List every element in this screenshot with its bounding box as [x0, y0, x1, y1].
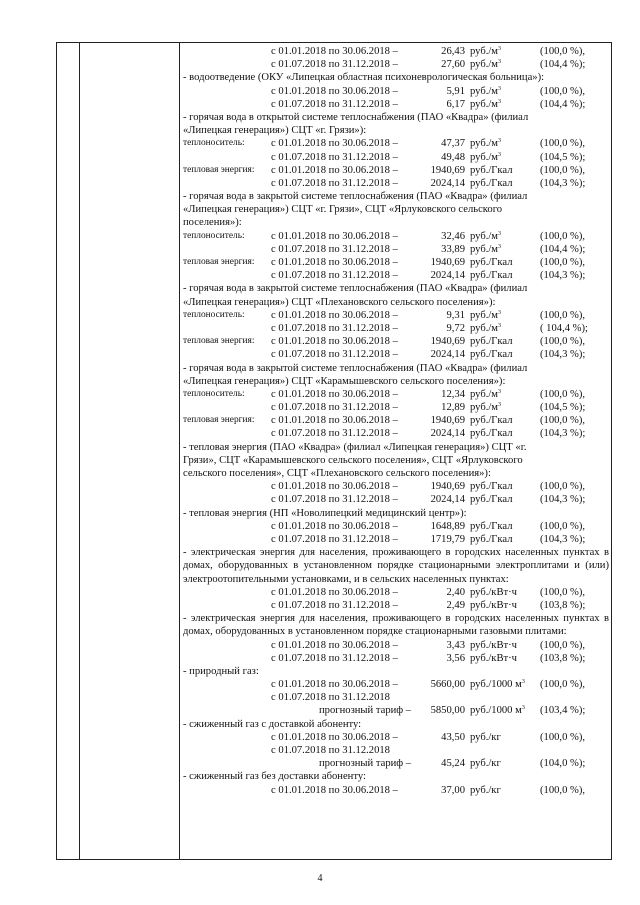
line-text: - горячая вода в закрытой системе теплоснабжения (ПАО «Квадра» (филиал: [183, 283, 528, 295]
tariff-row: [183, 639, 609, 652]
tariff-value: 6,17: [446, 98, 465, 110]
tariff-value: 45,24: [441, 758, 465, 770]
line-text: «Липецкая генерация») СЦТ «г. Грязи», СЦТ «Ярлуковского сельского: [183, 204, 503, 216]
unit-text: руб./м: [470, 85, 498, 97]
tariff-percent: (104,3 %);: [540, 270, 586, 282]
unit-text: руб./Гкал: [470, 494, 513, 506]
tariff-unit: [470, 348, 513, 361]
tariff-row: [183, 493, 609, 506]
tariff-unit: [470, 322, 501, 335]
tariff-unit: [470, 177, 513, 190]
tariff-percent: (100,0 %),: [540, 309, 586, 321]
tariff-percent: (104,4 %);: [540, 243, 586, 255]
column-divider: [79, 43, 80, 859]
line-text: Грязи», СЦТ «Карамышевского сельского поселения», СЦТ «Ярлуковского: [183, 454, 523, 466]
tariff-value: 1940,69: [430, 481, 465, 493]
tariff-percent: (104,0 %);: [540, 758, 586, 770]
unit-text: руб./Гкал: [470, 336, 513, 348]
unit-text: руб./м: [470, 46, 498, 57]
tariff-row: [183, 744, 609, 757]
tariff-value: 47,37: [441, 138, 465, 150]
tariff-unit: [470, 151, 501, 164]
line-text: - тепловая энергия (НП «Новолипецкий медицинский центр»):: [183, 507, 467, 519]
tariff-row: [183, 269, 609, 282]
unit-text: руб./кг: [470, 784, 501, 796]
tariff-label: теплоноситель:: [183, 388, 245, 399]
tariff-period: с 01.01.2018 по 30.06.2018 –: [271, 731, 398, 743]
unit-text: руб./Гкал: [470, 481, 513, 493]
unit-superscript: 3: [498, 59, 501, 66]
tariff-period: с 01.07.2018 по 31.12.2018 –: [271, 494, 398, 506]
tariff-unit: [470, 414, 513, 427]
unit-text: руб./м: [470, 59, 498, 71]
unit-text: руб./1000 м: [470, 705, 522, 717]
tariff-unit: [470, 480, 513, 493]
paragraph: - электрическая энергия для населения, проживающего в городских населенных пунктах в домах, оборудованных в установленном порядке стационарными газовыми плитами:: [183, 613, 609, 638]
tariff-unit: [470, 256, 513, 269]
tariff-row: [183, 401, 609, 414]
tariff-row: [183, 691, 609, 704]
tariff-percent: (103,4 %);: [540, 705, 586, 717]
tariff-period: с 01.01.2018 по 30.06.2018 –: [271, 257, 398, 268]
unit-text: руб./кг: [470, 731, 501, 743]
tariff-label: теплоноситель:: [183, 230, 245, 241]
tariff-value: 2,40: [446, 586, 465, 598]
tariff-percent: (100,0 %),: [540, 415, 586, 427]
tariff-value: 2024,14: [430, 177, 465, 189]
tariff-period: с 01.01.2018 по 30.06.2018 –: [271, 520, 398, 532]
tariff-percent: (100,0 %),: [540, 230, 586, 242]
text-line: [183, 441, 609, 454]
tariff-value: 1940,69: [430, 336, 465, 348]
tariff-value: 2024,14: [430, 270, 465, 282]
line-text: - сжиженный газ с доставкой абоненту:: [183, 718, 362, 730]
document-table: [56, 42, 612, 860]
tariff-percent: (104,3 %);: [540, 177, 586, 189]
unit-superscript: 3: [498, 138, 501, 145]
tariff-percent: (100,0 %),: [540, 46, 586, 57]
text-line: [183, 507, 609, 520]
tariff-row: [183, 151, 609, 164]
tariff-value: 1940,69: [430, 257, 465, 268]
unit-superscript: 3: [498, 388, 501, 395]
tariff-row: [183, 599, 609, 612]
tariff-unit: [470, 639, 517, 652]
unit-superscript: 3: [521, 679, 525, 686]
tariff-period: с 01.01.2018 по 30.06.2018 –: [271, 481, 398, 493]
unit-superscript: 3: [498, 402, 501, 409]
tariff-value: 3,56: [446, 652, 465, 664]
unit-superscript: 3: [498, 98, 501, 105]
unit-superscript: 3: [498, 322, 501, 329]
tariff-row: [183, 678, 609, 691]
tariff-percent: (104,3 %);: [540, 349, 586, 361]
tariff-unit: [470, 98, 501, 111]
tariff-unit: [470, 731, 501, 744]
unit-text: руб./Гкал: [470, 533, 513, 545]
tariff-percent: (104,4 %);: [540, 59, 586, 71]
tariff-period: с 01.01.2018 по 30.06.2018 –: [271, 46, 398, 57]
text-line: [183, 362, 609, 375]
tariff-list: [183, 45, 609, 797]
tariff-period: с 01.01.2018 по 30.06.2018 –: [271, 309, 398, 321]
tariff-period: с 01.07.2018 по 31.12.2018: [271, 745, 390, 757]
tariff-value: 5,91: [446, 85, 465, 97]
tariff-unit: [470, 586, 517, 599]
text-line: [183, 111, 609, 124]
tariff-percent: (104,3 %);: [540, 428, 586, 440]
unit-text: руб./Гкал: [470, 349, 513, 361]
tariff-unit: [470, 784, 501, 797]
unit-text: руб./кВт·ч: [470, 586, 517, 598]
line-text: - сжиженный газ без доставки абоненту:: [183, 771, 366, 783]
tariff-value: 1648,89: [430, 520, 465, 532]
tariff-row: [183, 335, 609, 348]
unit-text: руб./кВт·ч: [470, 652, 517, 664]
text-line: [183, 282, 609, 295]
tariff-value: 43,50: [441, 731, 465, 743]
line-text: сельского поселения», СЦТ «Плехановского сельского поселения»):: [183, 468, 491, 479]
unit-text: руб./м: [470, 151, 498, 163]
tariff-period: с 01.01.2018 по 30.06.2018 –: [271, 85, 398, 97]
line-text: - природный газ:: [183, 665, 259, 677]
line-text: - горячая вода в закрытой системе теплоснабжения (ПАО «Квадра» (филиал: [183, 191, 528, 203]
tariff-unit: [470, 58, 501, 71]
unit-superscript: 3: [498, 46, 501, 52]
tariff-value: 2024,14: [430, 494, 465, 506]
unit-superscript: 3: [498, 309, 501, 316]
tariff-percent: ( 104,4 %);: [540, 322, 588, 334]
tariff-row: [183, 586, 609, 599]
tariff-period: с 01.07.2018 по 31.12.2018 –: [271, 402, 398, 414]
tariff-value: 27,60: [441, 59, 465, 71]
tariff-value: 9,72: [446, 322, 465, 334]
text-line: [183, 770, 609, 783]
tariff-label: тепловая энергия:: [183, 257, 255, 267]
tariff-value: 5850,00: [430, 705, 465, 717]
unit-text: руб./м: [470, 402, 498, 414]
text-line: [183, 718, 609, 731]
tariff-percent: (100,0 %),: [540, 336, 586, 348]
tariff-period: с 01.07.2018 по 31.12.2018 –: [271, 599, 398, 611]
tariff-row: [183, 731, 609, 744]
unit-text: руб./кВт·ч: [470, 599, 517, 611]
tariff-period: с 01.07.2018 по 31.12.2018 –: [271, 243, 398, 255]
tariff-row: [183, 85, 609, 98]
text-line: [183, 190, 609, 203]
tariff-period: с 01.07.2018 по 31.12.2018 –: [271, 322, 398, 334]
tariff-value: 12,34: [441, 388, 465, 400]
tariff-percent: (104,4 %);: [540, 98, 586, 110]
tariff-percent: (104,3 %);: [540, 533, 586, 545]
tariff-period: с 01.07.2018 по 31.12.2018 –: [271, 98, 398, 110]
unit-text: руб./м: [470, 138, 498, 150]
tariff-period: с 01.01.2018 по 30.06.2018 –: [271, 388, 398, 400]
tariff-unit: [470, 85, 501, 98]
tariff-row: [183, 322, 609, 335]
tariff-unit: [470, 164, 513, 177]
tariff-label: теплоноситель:: [183, 309, 245, 320]
tariff-period: с 01.07.2018 по 31.12.2018 –: [271, 151, 398, 163]
tariff-row: [183, 784, 609, 797]
tariff-row: [183, 243, 609, 256]
tariff-value: 32,46: [441, 230, 465, 242]
tariff-value: 12,89: [441, 402, 465, 414]
line-text: «Липецкая генерация») СЦТ «Плехановского сельского поселения»):: [183, 296, 496, 308]
tariff-percent: (100,0 %),: [540, 85, 586, 97]
tariff-row: [183, 533, 609, 546]
tariff-value: 33,89: [441, 243, 465, 255]
tariff-value: 49,48: [441, 151, 465, 163]
text-line: [183, 375, 609, 388]
tariff-period: с 01.01.2018 по 30.06.2018 –: [271, 164, 398, 176]
tariff-value: 2024,14: [430, 349, 465, 361]
tariff-period: с 01.07.2018 по 31.12.2018 –: [271, 349, 398, 361]
unit-text: руб./Гкал: [470, 520, 513, 532]
tariff-period: с 01.01.2018 по 30.06.2018 –: [271, 415, 398, 427]
tariff-unit: [470, 704, 525, 717]
tariff-unit: [470, 137, 501, 150]
tariff-period: с 01.01.2018 по 30.06.2018 –: [271, 639, 398, 651]
tariff-period: с 01.01.2018 по 30.06.2018 –: [271, 138, 398, 150]
line-text: - водоотведение (ОКУ «Липецкая областная психоневрологическая больница»):: [183, 72, 545, 84]
line-text: - горячая вода в открытой системе теплоснабжения (ПАО «Квадра» (филиал: [183, 111, 529, 123]
tariff-label: тепловая энергия:: [183, 164, 255, 175]
tariff-percent: (103,8 %);: [540, 599, 586, 611]
tariff-percent: (103,8 %);: [540, 652, 586, 664]
text-line: [183, 203, 609, 216]
unit-text: руб./кг: [470, 758, 501, 770]
tariff-unit: [470, 427, 513, 440]
tariff-percent: (100,0 %),: [540, 388, 586, 400]
tariff-row: [183, 704, 609, 717]
column-divider: [179, 43, 180, 859]
tariff-row: [183, 256, 609, 269]
tariff-label: тепловая энергия:: [183, 336, 255, 347]
unit-superscript: 3: [498, 85, 501, 92]
unit-text: руб./Гкал: [470, 177, 513, 189]
tariff-period: с 01.01.2018 по 30.06.2018 –: [271, 230, 398, 242]
tariff-percent: (100,0 %),: [540, 731, 586, 743]
tariff-percent: (100,0 %),: [540, 586, 586, 598]
unit-text: руб./Гкал: [470, 257, 513, 268]
tariff-unit: [470, 757, 501, 770]
unit-text: руб./м: [470, 309, 498, 321]
tariff-row: [183, 58, 609, 71]
tariff-row: [183, 309, 609, 322]
tariff-percent: (100,0 %),: [540, 481, 586, 493]
tariff-row: [183, 414, 609, 427]
tariff-row: [183, 427, 609, 440]
tariff-row: [183, 480, 609, 493]
text-line: [183, 71, 609, 84]
tariff-row: [183, 652, 609, 665]
tariff-period: с 01.07.2018 по 31.12.2018: [271, 692, 390, 704]
text-line: [183, 296, 609, 309]
tariff-row: [183, 98, 609, 111]
unit-text: руб./м: [470, 98, 498, 110]
unit-text: руб./Гкал: [470, 164, 513, 176]
text-line: [183, 467, 609, 480]
tariff-unit: [470, 269, 513, 282]
tariff-row: [183, 757, 609, 770]
tariff-label: тепловая энергия:: [183, 415, 255, 426]
paragraph: - электрическая энергия для населения, проживающего в городских населенных пунктах в домах, оборудованных в установленном порядке стационарными электроплитами и (или) электроотопительными установками, и в сельских населенных пунктах:: [183, 547, 609, 585]
tariff-row: [183, 137, 609, 150]
line-text: - тепловая энергия (ПАО «Квадра» (филиал «Липецкая генерация») СЦТ «г.: [183, 441, 527, 453]
tariff-percent: (104,3 %);: [540, 494, 586, 506]
tariff-value: 1940,69: [430, 164, 465, 176]
tariff-row: [183, 177, 609, 190]
tariff-period: с 01.07.2018 по 31.12.2018 –: [271, 270, 398, 282]
tariff-value: 3,43: [446, 639, 465, 651]
tariff-value: 1940,69: [430, 415, 465, 427]
tariff-period: с 01.01.2018 по 30.06.2018 –: [271, 679, 398, 691]
text-line: [183, 124, 609, 137]
tariff-period: с 01.01.2018 по 30.06.2018 –: [271, 336, 398, 348]
tariff-period: с 01.07.2018 по 31.12.2018 –: [271, 533, 398, 545]
tariff-period: прогнозный тариф –: [319, 758, 412, 770]
unit-text: руб./Гкал: [470, 428, 513, 440]
tariff-percent: (100,0 %),: [540, 164, 586, 176]
tariff-unit: [470, 599, 517, 612]
tariff-period: с 01.07.2018 по 31.12.2018 –: [271, 59, 398, 71]
unit-text: руб./м: [470, 388, 498, 400]
unit-superscript: 3: [498, 230, 501, 237]
tariff-row: [183, 45, 609, 58]
tariff-unit: [470, 335, 513, 348]
tariff-value: 9,31: [446, 309, 465, 321]
tariff-row: [183, 164, 609, 177]
unit-superscript: 3: [498, 151, 501, 158]
unit-text: руб./кВт·ч: [470, 639, 517, 651]
tariff-unit: [470, 533, 513, 546]
page-number: 4: [317, 873, 323, 884]
tariff-percent: (100,0 %),: [540, 257, 586, 268]
unit-text: руб./Гкал: [470, 270, 513, 282]
tariff-value: 2024,14: [430, 428, 465, 440]
tariff-row: [183, 388, 609, 401]
tariff-unit: [470, 678, 525, 691]
tariff-label: теплоноситель:: [183, 138, 245, 149]
unit-text: руб./1000 м: [470, 679, 522, 691]
tariff-unit: [470, 401, 501, 414]
text-line: [183, 216, 609, 229]
unit-superscript: 3: [521, 705, 525, 712]
tariff-value: 37,00: [441, 784, 465, 796]
tariff-row: [183, 230, 609, 243]
line-text: - горячая вода в закрытой системе теплоснабжения (ПАО «Квадра» (филиал: [183, 362, 528, 374]
tariff-value: 26,43: [441, 46, 465, 57]
line-text: «Липецкая генерация») СЦТ «Карамышевского сельского поселения»):: [183, 375, 506, 387]
tariff-period: с 01.01.2018 по 30.06.2018 –: [271, 784, 398, 796]
tariff-percent: (104,5 %);: [540, 151, 586, 163]
tariff-percent: (100,0 %),: [540, 138, 586, 150]
tariff-value: 2,49: [446, 599, 465, 611]
tariff-period: с 01.07.2018 по 31.12.2018 –: [271, 652, 398, 664]
tariff-unit: [470, 230, 501, 243]
tariff-percent: (100,0 %),: [540, 679, 586, 691]
tariff-unit: [470, 388, 501, 401]
tariff-unit: [470, 45, 501, 58]
tariff-value: 1719,79: [430, 533, 465, 545]
tariff-period: с 01.01.2018 по 30.06.2018 –: [271, 586, 398, 598]
unit-text: руб./м: [470, 322, 498, 334]
text-line: [183, 454, 609, 467]
unit-text: руб./Гкал: [470, 415, 513, 427]
text-line: [183, 665, 609, 678]
line-text: «Липецкая генерация») СЦТ «г. Грязи»):: [183, 125, 367, 137]
tariff-percent: (100,0 %),: [540, 520, 586, 532]
tariff-unit: [470, 652, 517, 665]
tariff-row: [183, 520, 609, 533]
tariff-unit: [470, 520, 513, 533]
tariff-unit: [470, 493, 513, 506]
tariff-unit: [470, 309, 501, 322]
unit-text: руб./м: [470, 230, 498, 242]
tariff-unit: [470, 243, 501, 256]
tariff-percent: (104,5 %);: [540, 402, 586, 414]
tariff-row: [183, 348, 609, 361]
unit-text: руб./м: [470, 243, 498, 255]
tariff-period: с 01.07.2018 по 31.12.2018 –: [271, 428, 398, 440]
tariff-value: 5660,00: [430, 679, 465, 691]
tariff-period: с 01.07.2018 по 31.12.2018 –: [271, 177, 398, 189]
unit-superscript: 3: [498, 243, 501, 250]
line-text: поселения»):: [183, 217, 242, 229]
tariff-percent: (100,0 %),: [540, 784, 586, 796]
tariff-period: прогнозный тариф –: [319, 705, 412, 717]
tariff-percent: (100,0 %),: [540, 639, 586, 651]
